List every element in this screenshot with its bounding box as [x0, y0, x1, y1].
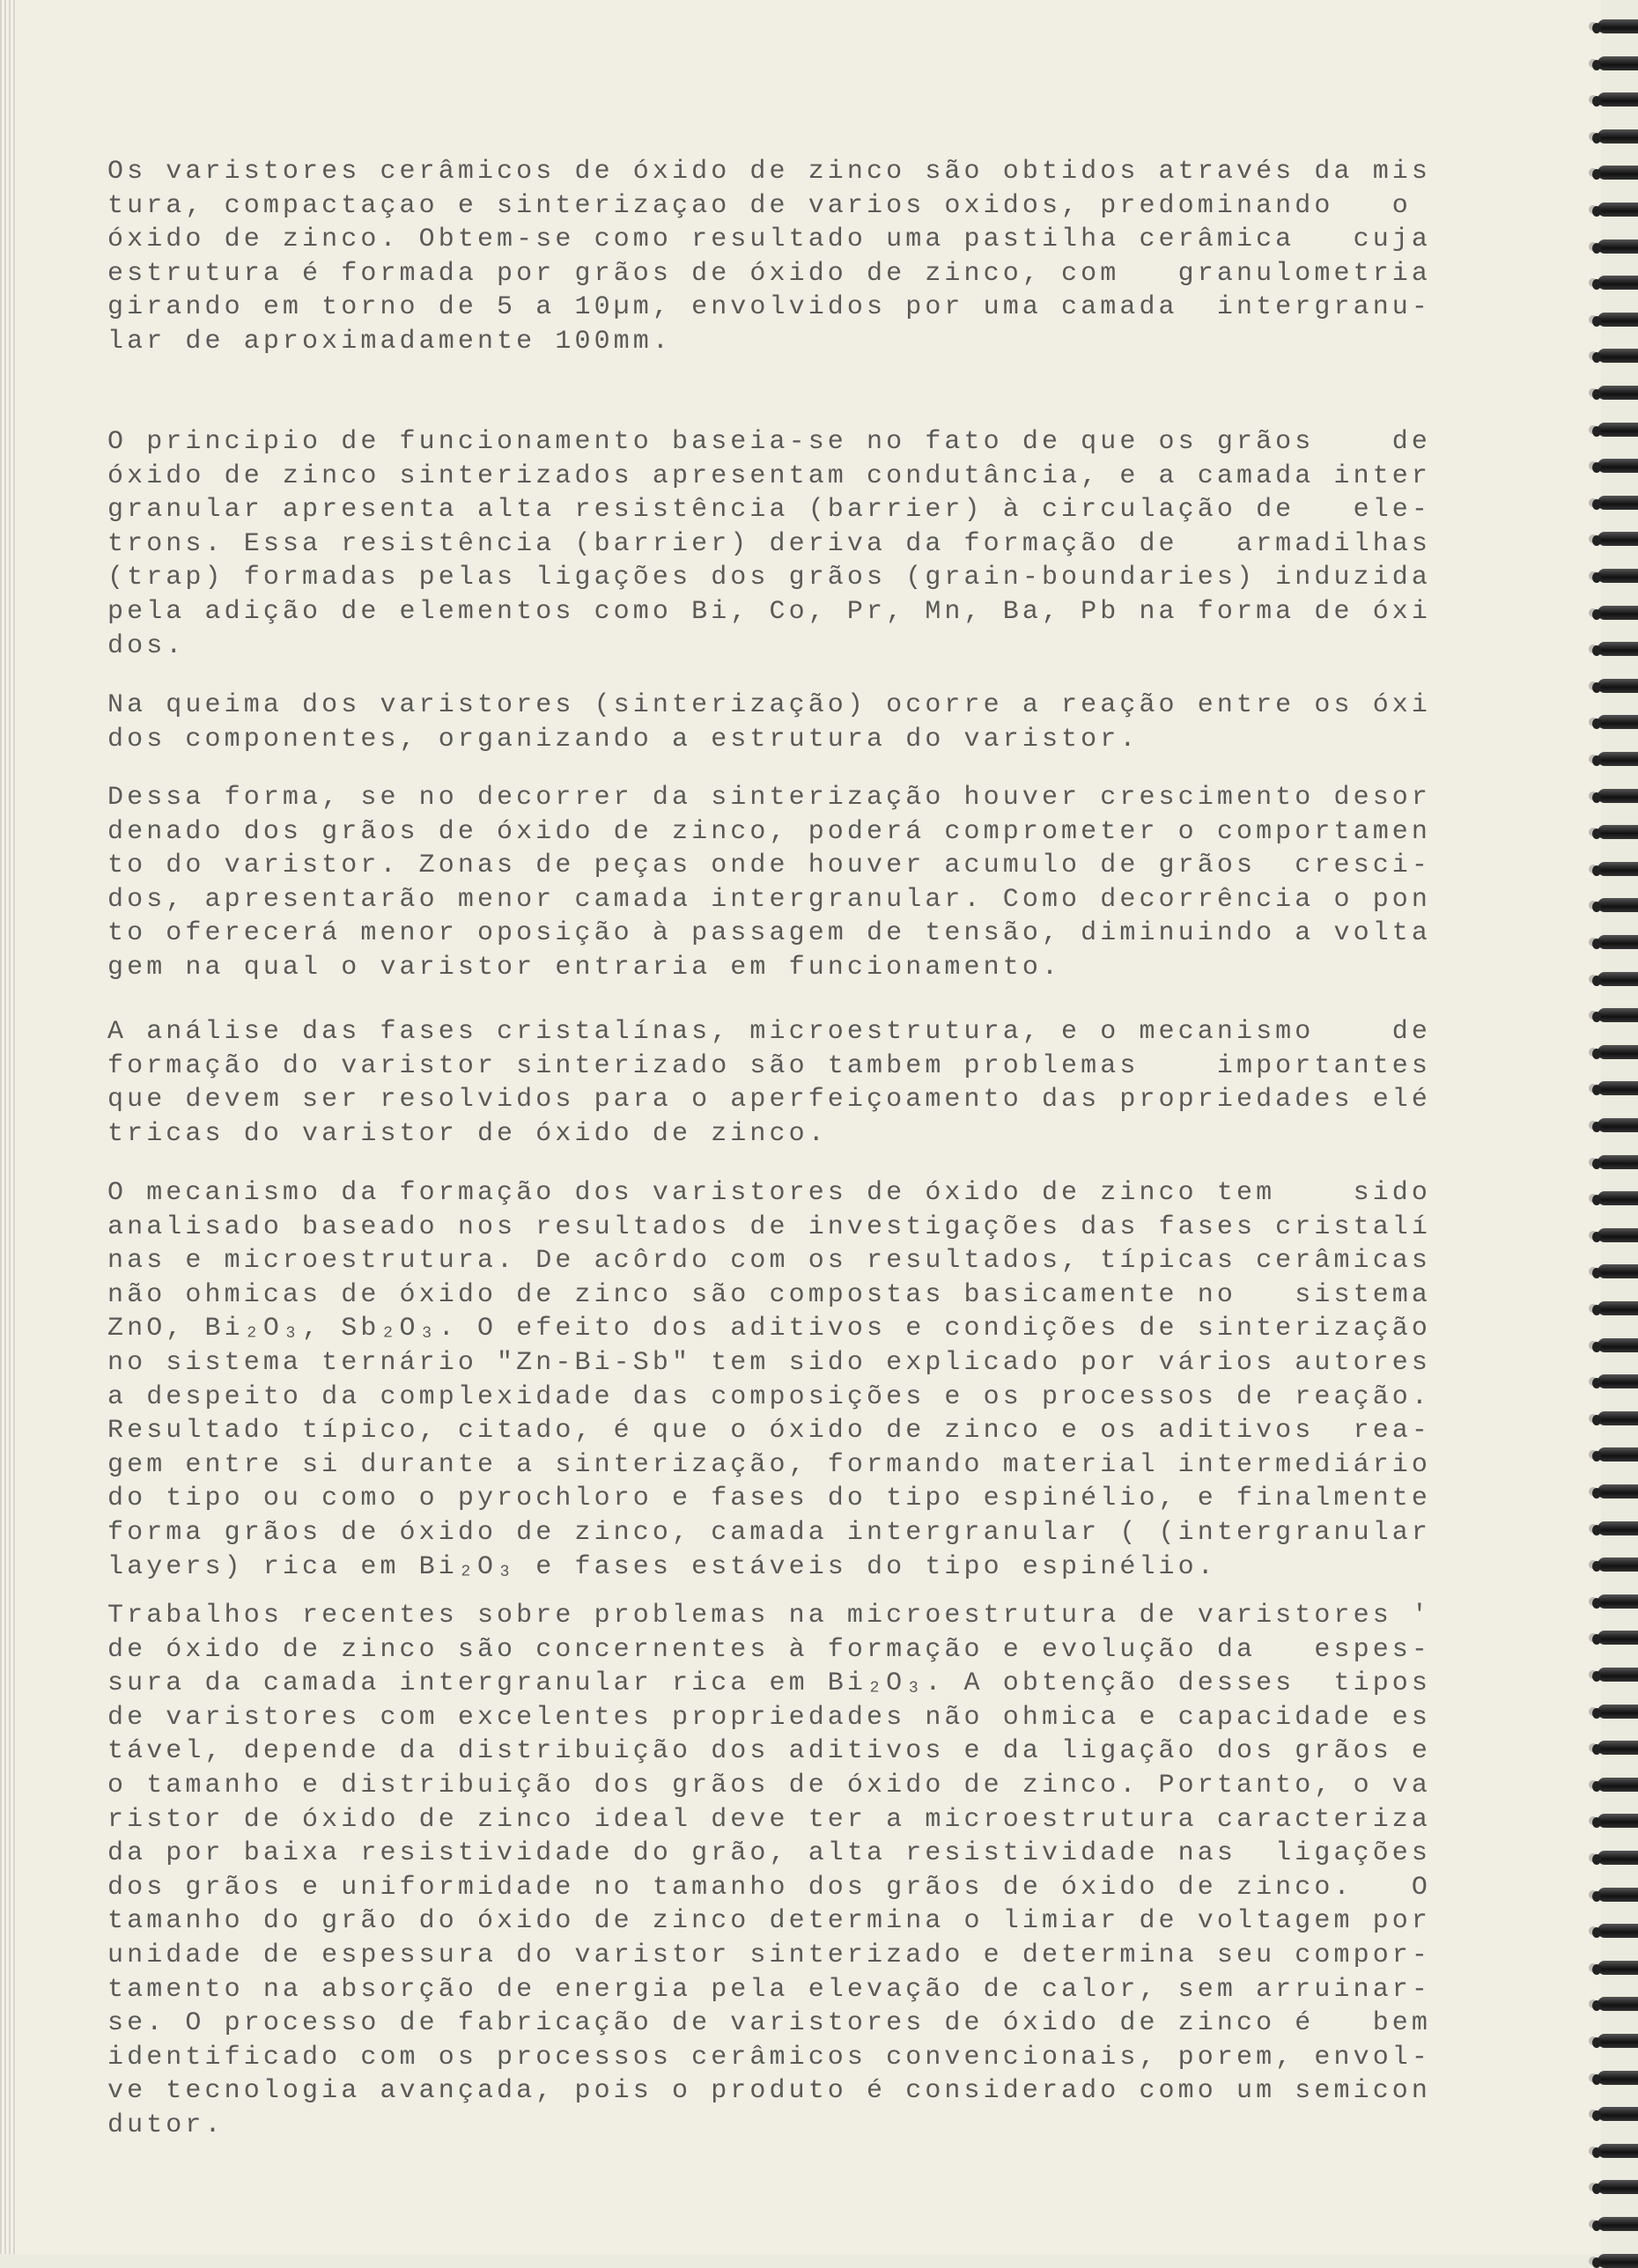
text-line: Trabalhos recentes sobre problemas na microestrutura de varistores ' — [107, 1601, 1431, 1631]
spiral-coil-icon — [1597, 825, 1638, 839]
text-line: do tipo ou como o pyrochloro e fases do tipo espinélio, e finalmente — [107, 1484, 1431, 1514]
spiral-coil-icon — [1597, 1228, 1638, 1242]
spiral-coil-icon — [1597, 1045, 1638, 1059]
spiral-coil-icon — [1597, 1631, 1638, 1645]
spiral-coil-icon — [1597, 166, 1638, 180]
text-line: de varistores com excelentes propriedades não ohmica e capacidade es — [107, 1702, 1431, 1733]
spiral-coil-icon — [1597, 1191, 1638, 1205]
spiral-coil-icon — [1597, 1668, 1638, 1682]
spiral-coil-icon — [1597, 239, 1638, 254]
spiral-coil-icon — [1597, 2107, 1638, 2121]
text-line: óxido de zinco. Obtem-se como resultado uma pastilha cerâmica cuja — [107, 225, 1431, 255]
text-line: dos grãos e uniformidade no tamanho dos grãos de óxido de zinco. O — [107, 1872, 1431, 1903]
spiral-coil-icon — [1597, 1814, 1638, 1828]
spiral-coil-icon — [1597, 2180, 1638, 2194]
spiral-coil-icon — [1597, 1924, 1638, 1938]
text-line: tável, depende da distribuição dos aditivos e da ligação dos grãos e — [107, 1736, 1431, 1767]
text-line: unidade de espessura do varistor sinterizado e determina seu compor- — [107, 1940, 1431, 1970]
spiral-coil-icon — [1597, 1997, 1638, 2011]
spiral-coil-icon — [1597, 1778, 1638, 1792]
text-line: dos componentes, organizando a estrutura do varistor. — [107, 724, 1140, 755]
spiral-coil-icon — [1597, 1301, 1638, 1315]
text-line: a despeito da complexidade das composições e os processos de reação. — [107, 1381, 1431, 1412]
text-line: to oferecerá menor oposição à passagem de tensão, diminuindo a volta — [107, 918, 1431, 949]
text-line: pela adição de elementos como Bi, Co, Pr, Mn, Ba, Pb na forma de óxi — [107, 596, 1431, 627]
spiral-coil-icon — [1597, 2144, 1638, 2158]
spiral-coil-icon — [1597, 313, 1638, 327]
spiral-coil-icon — [1597, 202, 1638, 217]
spiral-coil-icon — [1597, 19, 1638, 33]
paragraph — [107, 1176, 1446, 1584]
spiral-coil-icon — [1597, 1374, 1638, 1388]
spiral-coil-icon — [1597, 496, 1638, 510]
text-line: tricas do varistor de óxido de zinco. — [107, 1118, 828, 1149]
spiral-coil-icon — [1597, 1521, 1638, 1535]
text-line: ZnO, Bi₂O₃, Sb₂O₃. O efeito dos aditivos e condições de sinterização — [107, 1314, 1431, 1344]
spiral-coil-icon — [1597, 423, 1638, 437]
text-line: Na queima dos varistores (sinterização) ocorre a reação entre os óxi — [107, 690, 1431, 720]
spiral-coil-icon — [1597, 972, 1638, 986]
spiral-coil-icon — [1597, 642, 1638, 656]
spiral-coil-icon — [1597, 349, 1638, 363]
text-line: gem entre si durante a sinterização, formando material intermediário — [107, 1449, 1431, 1480]
spiral-coil-icon — [1597, 532, 1638, 546]
spiral-coil-icon — [1597, 1888, 1638, 1902]
spiral-coil-icon — [1597, 1264, 1638, 1278]
spiral-coil-icon — [1597, 789, 1638, 803]
spiral-coil-icon — [1597, 2254, 1638, 2268]
text-line: ristor de óxido de zinco ideal deve ter a microestrutura caracteriza — [107, 1804, 1431, 1835]
text-line: layers) rica em Bi₂O₃ e fases estáveis do tipo espinélio. — [107, 1551, 1217, 1582]
text-line: analisado baseado nos resultados de investigações das fases cristalí — [107, 1211, 1431, 1242]
text-line: O principio de funcionamento baseia-se no fato de que os grãos de — [107, 427, 1431, 457]
spiral-coil-icon — [1597, 1447, 1638, 1462]
spiral-coil-icon — [1597, 935, 1638, 949]
text-line: estrutura é formada por grãos de óxido de zinco, com granulometria — [107, 258, 1431, 289]
text-line: denado dos grãos de óxido de zinco, poderá comprometer o comportamen — [107, 816, 1431, 847]
spiral-coil-icon — [1597, 1008, 1638, 1022]
text-line: girando em torno de 5 a 10µm, envolvidos por uma camada intergranu- — [107, 292, 1431, 323]
spiral-coil-icon — [1597, 1484, 1638, 1498]
spiral-coil-icon — [1597, 386, 1638, 400]
spiral-binding-icon — [1585, 0, 1638, 2254]
spiral-coil-icon — [1597, 898, 1638, 912]
text-line: se. O processo de fabricação de varistores de óxido de zinco é bem — [107, 2008, 1431, 2039]
text-line: que devem ser resolvidos para o aperfeiçoamento das propriedades elé — [107, 1085, 1431, 1116]
spiral-coil-icon — [1597, 1155, 1638, 1169]
text-line: identificado com os processos cerâmicos convencionais, porem, envol- — [107, 2042, 1431, 2073]
paragraph — [107, 1599, 1446, 2143]
text-line: nas e microestrutura. De acôrdo com os resultados, típicas cerâmicas — [107, 1246, 1431, 1277]
text-line: não ohmicas de óxido de zinco são compostas basicamente no sistema — [107, 1279, 1431, 1310]
spiral-coil-icon — [1597, 2071, 1638, 2085]
text-line: Os varistores cerâmicos de óxido de zinco são obtidos através da mis — [107, 157, 1431, 187]
text-line: dutor. — [107, 2110, 225, 2140]
text-line: tura, compactaçao e sinterizaçao de varios oxidos, predominando o — [107, 190, 1412, 221]
spiral-coil-icon — [1597, 1557, 1638, 1572]
spiral-coil-icon — [1597, 1411, 1638, 1425]
spiral-coil-icon — [1597, 2034, 1638, 2048]
spiral-coil-icon — [1597, 1705, 1638, 1719]
text-line: sura da camada intergranular rica em Bi₂O₃. A obtenção desses tipos — [107, 1668, 1431, 1699]
text-line: lar de aproximadamente 100mm. — [107, 326, 672, 357]
spiral-coil-icon — [1597, 569, 1638, 583]
text-line: trons. Essa resistência (barrier) deriva da formação de armadilhas — [107, 528, 1431, 559]
spiral-coil-icon — [1597, 715, 1638, 729]
text-line: tamento na absorção de energia pela elevação de calor, sem arruinar- — [107, 1974, 1431, 2005]
spiral-coil-icon — [1597, 1741, 1638, 1755]
text-line: no sistema ternário "Zn-Bi-Sb" tem sido explicado por vários autores — [107, 1347, 1431, 1378]
paragraph — [107, 425, 1446, 663]
spiral-coil-icon — [1597, 1338, 1638, 1352]
spiral-coil-icon — [1597, 276, 1638, 290]
paragraph — [107, 688, 1446, 756]
text-line: Resultado típico, citado, é que o óxido de zinco e os aditivos rea- — [107, 1416, 1431, 1447]
paragraph — [107, 781, 1446, 985]
page-stack-edge — [0, 0, 16, 2254]
text-line: da por baixa resistividade do grão, alta resistividade nas ligações — [107, 1838, 1431, 1869]
text-line: granular apresenta alta resistência (barrier) à circulação de ele- — [107, 495, 1431, 526]
spiral-coil-icon — [1597, 606, 1638, 620]
text-line: O mecanismo da formação dos varistores de óxido de zinco tem sido — [107, 1178, 1431, 1208]
spiral-coil-icon — [1597, 2217, 1638, 2231]
spiral-coil-icon — [1597, 862, 1638, 876]
text-line: formação do varistor sinterizado são tambem problemas importantes — [107, 1050, 1431, 1081]
spiral-coil-icon — [1597, 92, 1638, 107]
text-line: o tamanho e distribuição dos grãos de óxido de zinco. Portanto, o va — [107, 1770, 1431, 1800]
text-line: forma grãos de óxido de zinco, camada intergranular ( (intergranular — [107, 1517, 1431, 1548]
text-line: dos. — [107, 630, 186, 661]
paragraph — [107, 155, 1446, 359]
spiral-coil-icon — [1597, 1961, 1638, 1975]
text-line: (trap) formadas pelas ligações dos grãos (grain-boundaries) induzida — [107, 563, 1431, 593]
text-line: óxido de zinco sinterizados apresentam condutância, e a camada inter — [107, 460, 1431, 491]
spiral-coil-icon — [1597, 752, 1638, 766]
spiral-coil-icon — [1597, 459, 1638, 473]
spiral-coil-icon — [1597, 1118, 1638, 1132]
text-line: A análise das fases cristalínas, microestrutura, e o mecanismo de — [107, 1017, 1431, 1047]
spiral-coil-icon — [1597, 129, 1638, 144]
paragraph — [107, 1015, 1446, 1151]
text-line: ve tecnologia avançada, pois o produto é considerado como um semicon — [107, 2076, 1431, 2107]
spiral-coil-icon — [1597, 1081, 1638, 1095]
text-line: tamanho do grão do óxido de zinco determina o limiar de voltagem por — [107, 1906, 1431, 1937]
text-line: to do varistor. Zonas de peças onde houver acumulo de grãos cresci- — [107, 850, 1431, 881]
spiral-coil-icon — [1597, 1851, 1638, 1865]
spiral-coil-icon — [1597, 56, 1638, 70]
text-line: de óxido de zinco são concernentes à formação e evolução da espes- — [107, 1634, 1431, 1665]
text-line: Dessa forma, se no decorrer da sinterização houver crescimento desor — [107, 783, 1431, 813]
spiral-coil-icon — [1597, 679, 1638, 693]
text-line: dos, apresentarão menor camada intergranular. Como decorrência o pon — [107, 884, 1431, 915]
text-line: gem na qual o varistor entraria em funcionamento. — [107, 952, 1062, 983]
spiral-coil-icon — [1597, 1594, 1638, 1609]
